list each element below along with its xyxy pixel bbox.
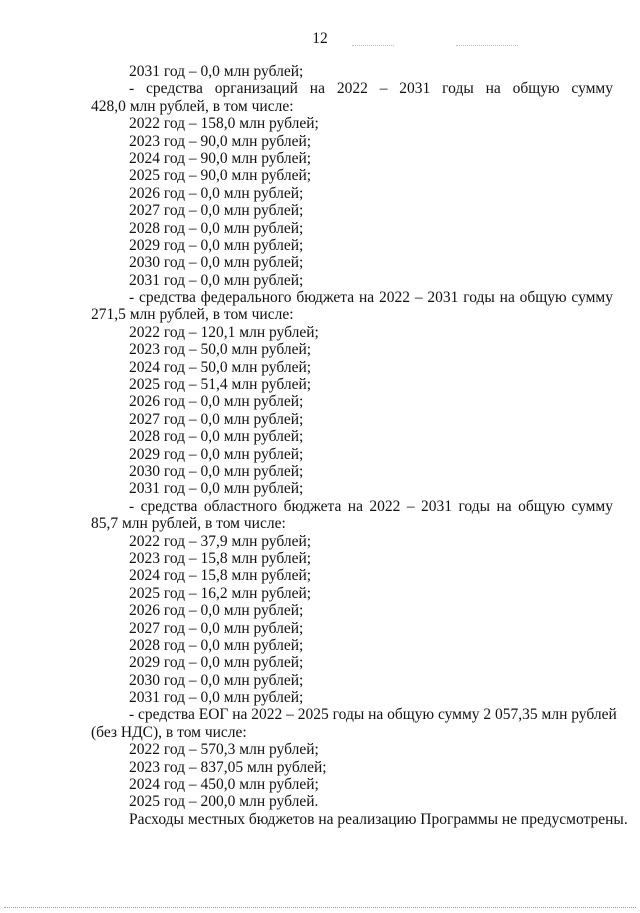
text-line: 2030 год – 0,0 млн рублей; [129, 671, 304, 689]
text-line: 2023 год – 90,0 млн рублей; [129, 132, 312, 150]
text-line: 2024 год – 50,0 млн рублей; [129, 358, 312, 376]
page-number: 12 [312, 30, 328, 47]
text-line: 2031 год – 0,0 млн рублей; [129, 480, 304, 498]
scan-artifact [456, 45, 518, 52]
text-line: 2027 год – 0,0 млн рублей; [129, 202, 304, 220]
text-line: 2024 год – 450,0 млн рублей; [129, 776, 319, 794]
text-line: 2025 год – 90,0 млн рублей; [129, 167, 312, 185]
text-line: - средства федерального бюджета на 2022 – 2031 годы на общую сумму [129, 289, 613, 307]
text-line: 2031 год – 0,0 млн рублей; [129, 63, 304, 80]
text-line: 2026 год – 0,0 млн рублей; [129, 602, 304, 620]
text-line: 2027 год – 0,0 млн рублей; [129, 619, 304, 637]
document-body [91, 63, 628, 828]
text-line: 2025 год – 16,2 млн рублей; [129, 584, 312, 602]
text-line: 2028 год – 0,0 млн рублей; [129, 219, 304, 237]
text-line: 2023 год – 837,05 млн рублей; [129, 758, 327, 776]
text-line: 2030 год – 0,0 млн рублей; [129, 254, 304, 272]
text-line: 2022 год – 570,3 млн рублей; [129, 741, 319, 759]
text-line: 2029 год – 0,0 млн рублей; [129, 236, 304, 254]
text-line: 2024 год – 15,8 млн рублей; [129, 567, 312, 585]
scan-edge-artifact [4, 907, 636, 908]
text-line: 428,0 млн рублей, в том числе: [91, 97, 294, 115]
text-line: 271,5 млн рублей, в том числе: [91, 306, 294, 324]
text-line: 2028 год – 0,0 млн рублей; [129, 428, 304, 446]
text-line: 2029 год – 0,0 млн рублей; [129, 445, 304, 463]
text-line: 2028 год – 0,0 млн рублей; [129, 636, 304, 654]
text-line: 2030 год – 0,0 млн рублей; [129, 462, 304, 480]
text-line: Расходы местных бюджетов на реализацию Программы не предусмотрены. [129, 810, 628, 828]
text-line: 2026 год – 0,0 млн рублей; [129, 184, 304, 202]
text-line: 2025 год – 51,4 млн рублей; [129, 376, 312, 394]
text-line: (без НДС), в том числе: [91, 723, 247, 741]
text-line: 85,7 млн рублей, в том числе: [91, 515, 286, 533]
text-line: - средства ЕОГ на 2022 – 2025 годы на общую сумму 2 057,35 млн рублей [129, 706, 617, 724]
text-line: 2027 год – 0,0 млн рублей; [129, 410, 304, 428]
text-line: - средства организаций на 2022 – 2031 годы на общую сумму [129, 80, 613, 98]
text-line: 2025 год – 200,0 млн рублей. [129, 793, 319, 811]
text-line: 2026 год – 0,0 млн рублей; [129, 393, 304, 411]
text-line: 2024 год – 90,0 млн рублей; [129, 149, 312, 167]
text-line: 2031 год – 0,0 млн рублей; [129, 689, 304, 707]
text-line: 2023 год – 15,8 млн рублей; [129, 549, 312, 567]
text-line: 2031 год – 0,0 млн рублей; [129, 271, 304, 289]
text-line: 2023 год – 50,0 млн рублей; [129, 341, 312, 359]
text-line: - средства областного бюджета на 2022 – 2031 годы на общую сумму [129, 497, 613, 515]
text-line: 2022 год – 120,1 млн рублей; [129, 323, 319, 341]
text-line: 2022 год – 37,9 млн рублей; [129, 532, 312, 550]
text-line: 2029 год – 0,0 млн рублей; [129, 654, 304, 672]
scan-artifact [352, 45, 394, 52]
text-line: 2022 год – 158,0 млн рублей; [129, 115, 319, 133]
